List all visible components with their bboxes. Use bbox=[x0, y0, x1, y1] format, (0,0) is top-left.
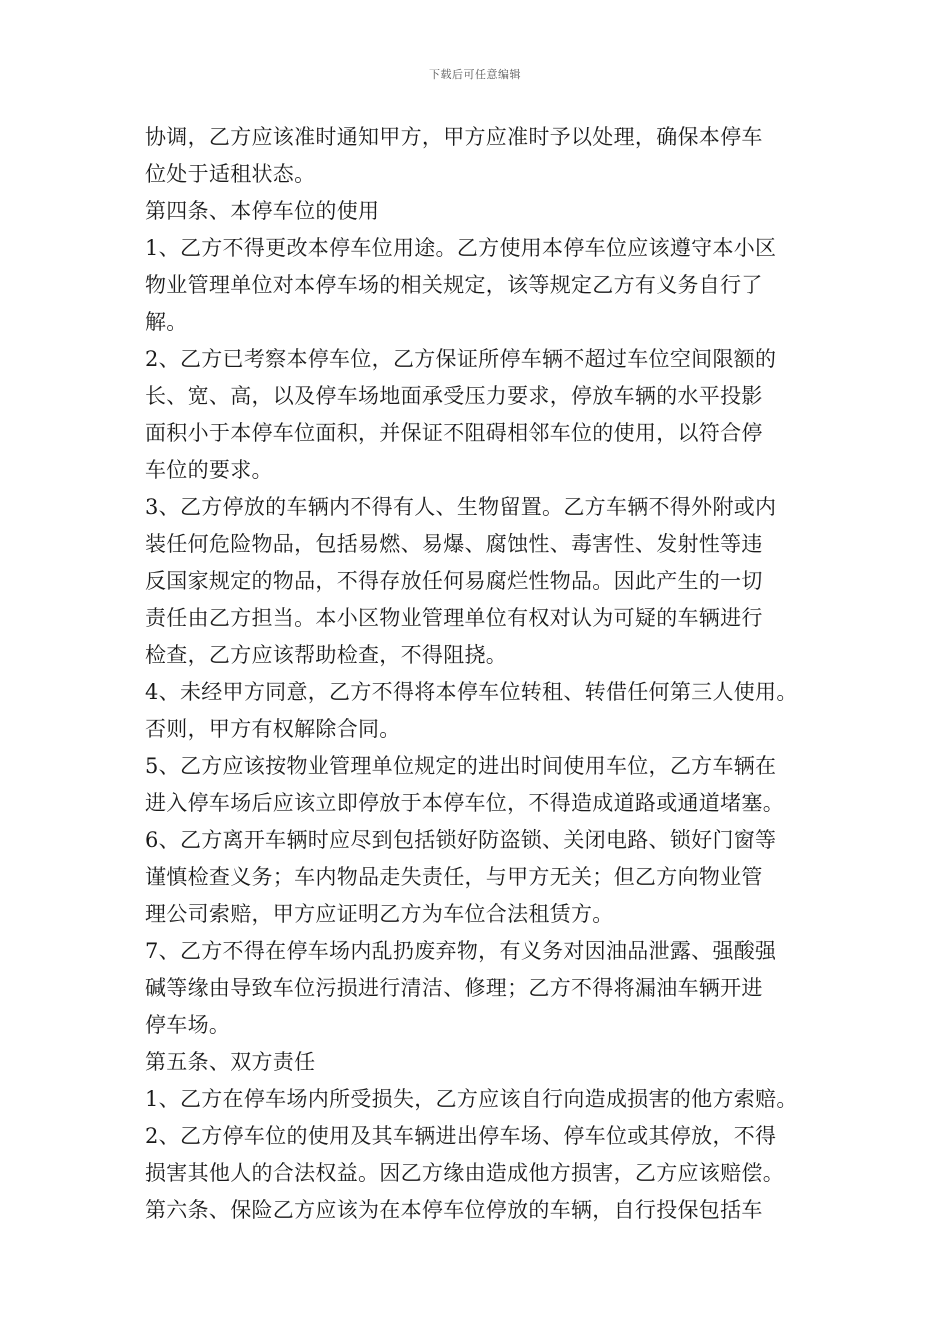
text-line: 谨慎检查义务；车内物品走失责任，与甲方无关；但乙方向物业管 bbox=[145, 865, 763, 889]
text-line: 否则，甲方有权解除合同。 bbox=[145, 717, 401, 741]
text-line: 车位的要求。 bbox=[145, 458, 273, 482]
text-line: 面积小于本停车位面积，并保证不阻碍相邻车位的使用，以符合停 bbox=[145, 421, 763, 445]
text-line: 理公司索赔，甲方应证明乙方为车位合法租赁方。 bbox=[145, 902, 614, 926]
text-line: 4、未经甲方同意，乙方不得将本停车位转租、转借任何第三人使用。 bbox=[145, 680, 798, 704]
text-line: 物业管理单位对本停车场的相关规定，该等规定乙方有义务自行了 bbox=[145, 273, 763, 297]
section-heading: 第五条、双方责任 bbox=[145, 1050, 316, 1074]
text-line: 1、乙方不得更改本停车位用途。乙方使用本停车位应该遵守本小区 bbox=[145, 236, 777, 260]
document-body bbox=[145, 119, 815, 1229]
text-line: 6、乙方离开车辆时应尽到包括锁好防盗锁、关闭电路、锁好门窗等 bbox=[145, 828, 777, 852]
text-line: 检查，乙方应该帮助检查，不得阻挠。 bbox=[145, 643, 508, 667]
text-line: 7、乙方不得在停车场内乱扔废弃物，有义务对因油品泄露、强酸强 bbox=[145, 939, 777, 963]
page-header: 下载后可任意编辑 bbox=[429, 68, 521, 81]
text-line: 装任何危险物品，包括易燃、易爆、腐蚀性、毒害性、发射性等违 bbox=[145, 532, 763, 556]
text-line: 第六条、保险乙方应该为在本停车位停放的车辆，自行投保包括车 bbox=[145, 1198, 763, 1222]
text-line: 停车场。 bbox=[145, 1013, 231, 1037]
text-line: 解。 bbox=[145, 310, 188, 334]
section-heading: 第四条、本停车位的使用 bbox=[145, 199, 380, 223]
text-line: 2、乙方停车位的使用及其车辆进出停车场、停车位或其停放，不得 bbox=[145, 1124, 777, 1148]
text-line: 责任由乙方担当。本小区物业管理单位有权对认为可疑的车辆进行 bbox=[145, 606, 763, 630]
text-line: 反国家规定的物品，不得存放任何易腐烂性物品。因此产生的一切 bbox=[145, 569, 763, 593]
text-line: 2、乙方已考察本停车位，乙方保证所停车辆不超过车位空间限额的 bbox=[145, 347, 777, 371]
text-line: 碱等缘由导致车位污损进行清洁、修理；乙方不得将漏油车辆开进 bbox=[145, 976, 763, 1000]
text-line: 位处于适租状态。 bbox=[145, 162, 316, 186]
text-line: 长、宽、高，以及停车场地面承受压力要求，停放车辆的水平投影 bbox=[145, 384, 763, 408]
text-line: 1、乙方在停车场内所受损失，乙方应该自行向造成损害的他方索赔。 bbox=[145, 1087, 798, 1111]
text-line: 协调，乙方应该准时通知甲方，甲方应准时予以处理，确保本停车 bbox=[145, 125, 763, 149]
text-line: 进入停车场后应该立即停放于本停车位，不得造成道路或通道堵塞。 bbox=[145, 791, 784, 815]
text-line: 损害其他人的合法权益。因乙方缘由造成他方损害，乙方应该赔偿。 bbox=[145, 1161, 784, 1185]
text-line: 5、乙方应该按物业管理单位规定的进出时间使用车位，乙方车辆在 bbox=[145, 754, 777, 778]
text-line: 3、乙方停放的车辆内不得有人、生物留置。乙方车辆不得外附或内 bbox=[145, 495, 777, 519]
